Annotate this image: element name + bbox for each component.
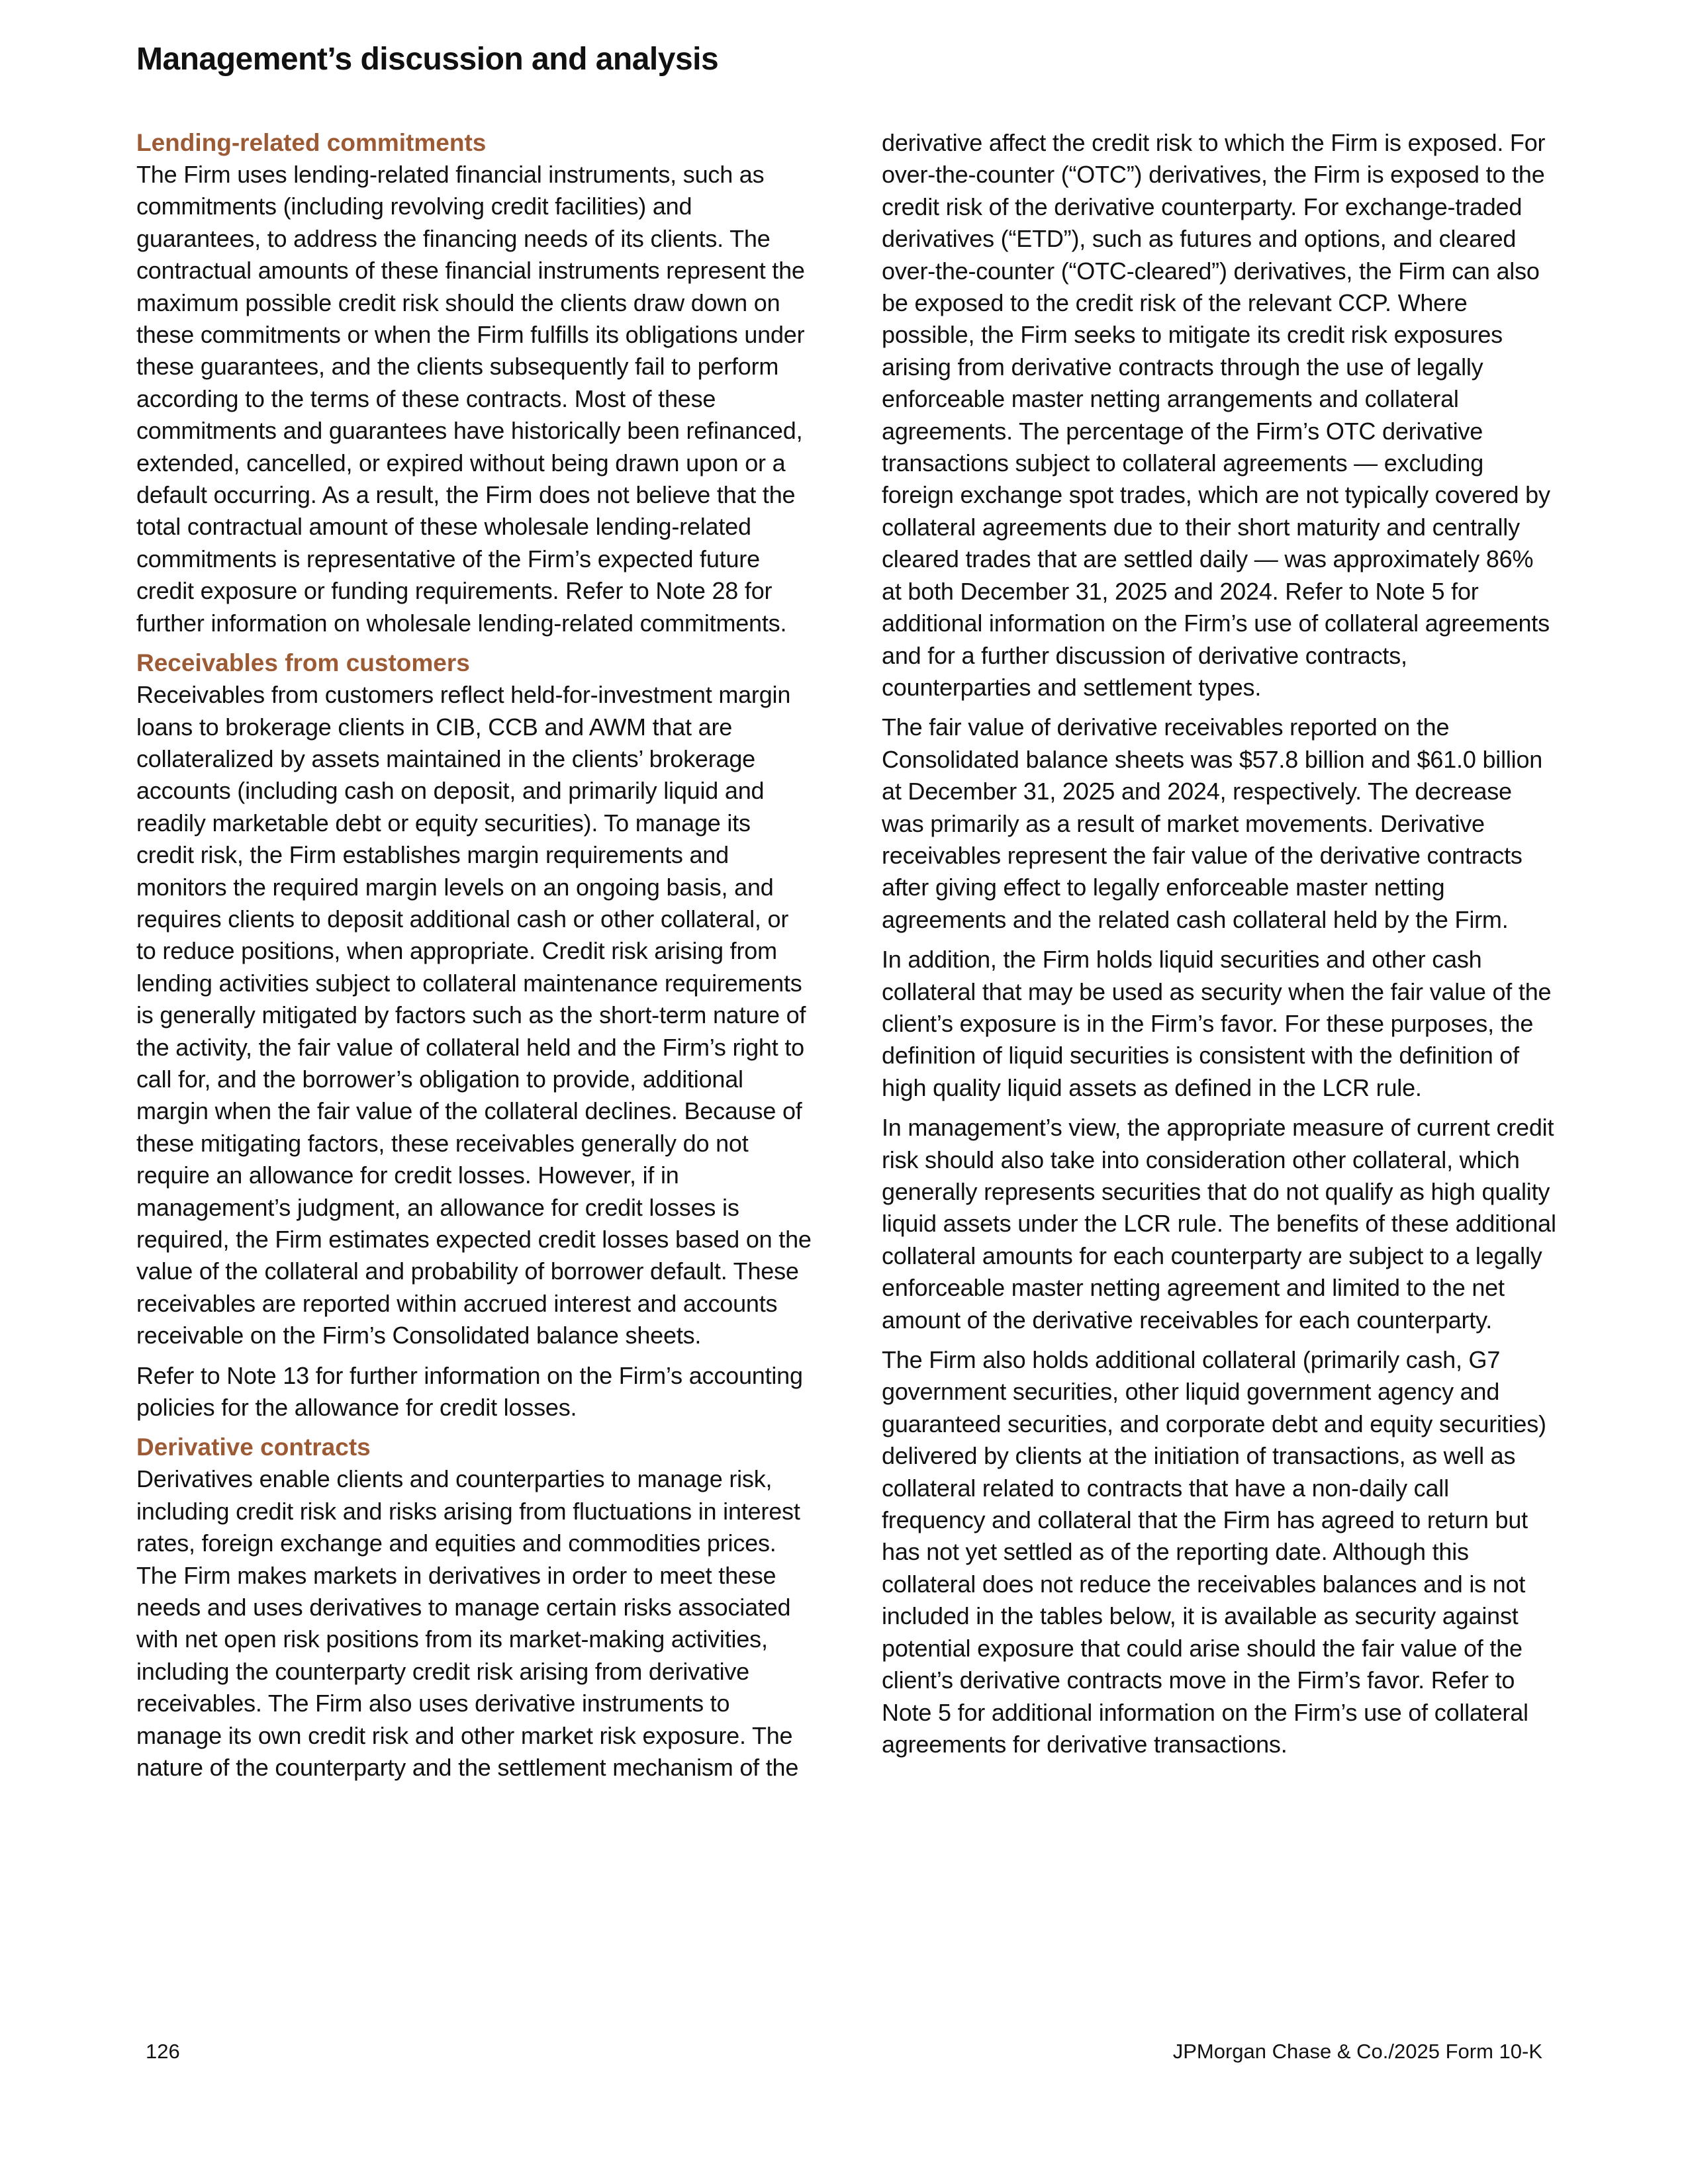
derivatives-paragraph-1: Derivatives enable clients and counterparties to manage risk, including credit risk and risks arising from fluctuations in interest rates, foreign exchange and equities and commodities prices. The Firm makes markets in derivatives in order to meet these needs and uses derivatives to manage certain risks associated with net open risk positions from its market-making activities, including the counterparty credit risk arising from derivative receivables. The Firm also uses derivative instruments to manage its own credit risk and other market risk exposure. The nature of the counterparty and the settlement mechanism of the <box>136 1465 800 1782</box>
heading-receivables-from-customers: Receivables from customers <box>136 649 470 677</box>
receivables-paragraph-2: Refer to Note 13 for further information on the Firm’s accounting policies for the allowance for credit losses. <box>136 1361 803 1422</box>
page-number: 126 <box>146 2040 180 2063</box>
fair-value-paragraph: The fair value of derivative receivables reported on the Consolidated balance sheets was $57.8 billion and $61.0 billion at December 31, 2025 and 2024, respectively. The decrease was primarily as a result of market movements. Derivative receivables represent the fair value of the derivative contracts after giving effect to legally enforceable master netting agreements and the related cash collateral held by the Firm. <box>882 713 1543 933</box>
heading-derivative-contracts: Derivative contracts <box>136 1433 371 1461</box>
receivables-paragraph-1: Receivables from customers reflect held-for-investment margin loans to brokerage clients in CIB, CCB and AWM that are collateralized by assets maintained in the clients’ brokerage accounts (including cash on deposit, and primarily liquid and readily marketable debt or equity securities). To manage its credit risk, the Firm establishes margin requirements and monitors the required margin levels on an ongoing basis, and requires clients to deposit additional cash or other collateral, or to reduce positions, when appropriate. Credit risk arising from lending activities subject to collateral maintenance requirements is generally mitigated by factors such as the short-term nature of the activity, the fair value of collateral held and the Firm’s right to call for, and the borrower’s obligation to provide, additional margin when the fair value of the collateral declines. Because of these mitigating factors, these receivables generally do not require an allowance for credit losses. However, if in management’s judgment, an allowance for credit losses is required, the Firm estimates expected credit losses based on the value of the collateral and probability of borrower default. These receivables are reported within accrued interest and accounts receivable on the Firm’s Consolidated balance sheets. <box>136 681 812 1349</box>
left-column <box>136 127 812 1792</box>
lending-paragraph: The Firm uses lending-related financial instruments, such as commitments (including revolving credit facilities) and guarantees, to address the financing needs of its clients. The contractual amounts of these financial instruments represent the maximum possible credit risk should the clients draw down on these commitments or when the Firm fulfills its obligations under these guarantees, and the clients subsequently fail to perform according to the terms of these contracts. Most of these commitments and guarantees have historically been refinanced, extended, cancelled, or expired without being drawn upon or a default occurring. As a result, the Firm does not believe that the total contractual amount of these wholesale lending-related commitments is representative of the Firm’s expected future credit exposure or funding requirements. Refer to Note 28 for further information on wholesale lending-related commitments. <box>136 161 805 637</box>
right-column <box>882 127 1557 1768</box>
management-view-paragraph: In management’s view, the appropriate measure of current credit risk should also take into consideration other collateral, which generally represents securities that do not qualify as high quality liquid assets under the LCR rule. The benefits of these additional collateral amounts for each counterparty are subject to a legally enforceable master netting agreement and limited to the net amount of the derivative receivables for each counterparty. <box>882 1114 1556 1334</box>
liquid-securities-paragraph: In addition, the Firm holds liquid securities and other cash collateral that may be used as security when the fair value of the client’s exposure is in the Firm’s favor. For these purposes, the definition of liquid securities is consistent with the definition of high quality liquid assets as defined in the LCR rule. <box>882 946 1552 1101</box>
derivatives-paragraph-continued: derivative affect the credit risk to which the Firm is exposed. For over-the-counter (“OTC”) derivatives, the Firm is exposed to the credit risk of the derivative counterparty. For exchange-traded derivatives (“ETD”), such as futures and options, and cleared over-the-counter (“OTC-cleared”) derivatives, the Firm can also be exposed to the credit risk of the relevant CCP. Where possible, the Firm seeks to mitigate its credit risk exposures arising from derivative contracts through the use of legally enforceable master netting arrangements and collateral agreements. The percentage of the Firm’s OTC derivative transactions subject to collateral agreements — excluding foreign exchange spot trades, which are not typically covered by collateral agreements due to their short maturity and centrally cleared trades that are settled daily — was approximately 86% at both December 31, 2025 and 2024. Refer to Note 5 for additional information on the Firm’s use of collateral agreements and for a further discussion of derivative contracts, counterparties and settlement types. <box>882 129 1550 701</box>
additional-collateral-paragraph: The Firm also holds additional collateral (primarily cash, G7 government securities, other liquid government agency and guaranteed securities, and corporate debt and equity securities) delivered by clients at the initiation of transactions, as well as collateral related to contracts that have a non-daily call frequency and collateral that the Firm has agreed to return but has not yet settled as of the reporting date. Although this collateral does not reduce the receivables balances and is not included in the tables below, it is available as security against potential exposure that could arise should the fair value of the client’s derivative contracts move in the Firm’s favor. Refer to Note 5 for additional information on the Firm’s use of collateral agreements for derivative transactions. <box>882 1346 1546 1758</box>
heading-lending-related-commitments: Lending-related commitments <box>136 129 487 156</box>
document-label: JPMorgan Chase & Co./2025 Form 10-K <box>1172 2040 1542 2063</box>
page-title: Management’s discussion and analysis <box>136 42 719 77</box>
